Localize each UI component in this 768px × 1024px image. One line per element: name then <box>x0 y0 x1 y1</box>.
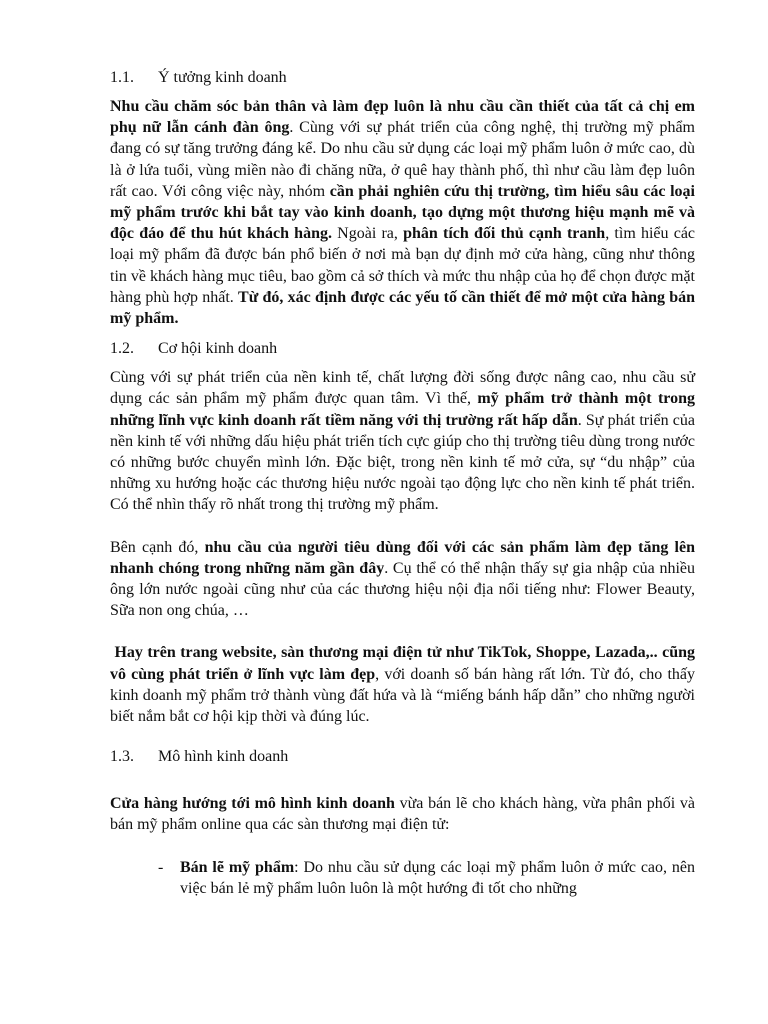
paragraph <box>110 537 695 622</box>
list-item-text <box>180 857 695 899</box>
text-run: , tìm hiểu các loại mỹ phẩm đã được bán phổ biến ở nơi mà bạn dự định mở cửa hàng, cũng như thông tin về khách hàng mục tiêu, bao gồm cả sở thích và mức thu nhập của họ để chọn được mặt hàng phù hợp nhất. <box>110 225 696 306</box>
section-heading-1-2 <box>110 337 695 361</box>
list-bullet: - <box>158 858 164 876</box>
section-number: 1.2. <box>110 340 134 358</box>
spacer <box>110 516 695 537</box>
text-run: Ngoài ra, <box>331 225 404 243</box>
text-run-bold: Từ đó, xác định được các yếu tố cần thiết để mở một cửa hàng bán mỹ phẩm. <box>110 288 696 328</box>
text-run: , với doanh số bán hàng rất lớn. Từ đó, cho thấy kinh doanh mỹ phẩm trở thành vùng đất hứa và là “miếng bánh hấp dẫn” cho những người biết nắm bắt cơ hội kịp thời và đúng lúc. <box>110 665 695 726</box>
text-run: vừa bán lẽ cho khách hàng, vừa phân phối và bán mỹ phẩm online qua các sàn thương mại điện tử: <box>110 795 696 834</box>
text-run-bold: phân tích đối thủ cạnh tranh <box>403 225 606 243</box>
text-run: . Cùng với sự phát triển của công nghệ, thị trường mỹ phẩm đang có sự tăng trưởng đáng kể. Do nhu cầu sử dụng các loại mỹ phẩm luôn ở mức cao, dù là ở lứa tuổi, vùng miền nào đi chăng nữa, ở quê hay thành phố, thì như cầu làm đẹp luôn rất cao. Với công việc này, nhóm <box>110 119 695 200</box>
paragraph <box>110 793 695 835</box>
paragraph <box>110 96 695 329</box>
document-content <box>110 66 700 899</box>
spacer <box>110 621 695 642</box>
paragraph <box>110 642 700 727</box>
section-heading-1-3 <box>110 745 695 769</box>
list-item <box>158 857 695 899</box>
text-run: : Do nhu cầu sử dụng các loại mỹ phẩm luôn ở mức cao, nên việc bán lẻ mỹ phẩm luôn luôn là một hướng đi tốt cho những <box>180 858 695 897</box>
section-title: Mô hình kinh doanh <box>158 748 289 766</box>
text-run-bold: Cửa hàng hướng tới mô hình kinh doanh <box>110 795 395 813</box>
text-run: . Sự phát triển của nền kinh tế với những dấu hiệu phát triển tích cực giúp cho thị trường tiêu dùng trong nước có những bước chuyển mình lớn. Đặc biệt, trong nền kinh tế mở cửa, sự “du nhập” của những xu hướng hoặc các thương hiệu nước ngoài tạo động lực cho nền kinh tế phát triển. Có thể nhìn thấy rõ nhất trong thị trường mỹ phẩm. <box>110 411 696 514</box>
spacer <box>110 329 695 337</box>
section-title: Cơ hội kinh doanh <box>158 340 278 358</box>
section-title: Ý tưởng kinh doanh <box>158 69 287 86</box>
text-run-bold: cần phải nghiên cứu thị trường, tìm hiểu sâu các loại mỹ phẩm trước khi bắt tay vào kinh doanh, tạo dựng một thương hiệu mạnh mẽ và độc đáo để thu hút khách hàng. <box>110 182 695 243</box>
section-number: 1.1. <box>110 69 134 86</box>
spacer <box>110 775 695 793</box>
section-heading-1-1 <box>110 66 695 90</box>
section-number: 1.3. <box>110 748 134 766</box>
text-run-bold: nhu cầu của người tiêu dùng đối với các sản phẩm làm đẹp tăng lên nhanh chóng trong những năm gần đây <box>110 538 695 577</box>
paragraph <box>110 367 695 515</box>
text-run-bold: Bán lẽ mỹ phẩm <box>180 858 295 876</box>
text-run-bold: Hay trên trang website, sàn thương mại điện tử như TikTok, Shoppe, Lazada,.. cũng vô cùng phát triển ở lĩnh vực làm đẹp <box>110 644 700 683</box>
text-run-bold: mỹ phẩm trở thành một trong những lĩnh vực kinh doanh rất tiềm năng với thị trường rất hấp dẫn <box>110 390 695 429</box>
text-run-bold: Nhu cầu chăm sóc bản thân và làm đẹp luôn là nhu cầu cần thiết của tất cả chị em phụ nữ lẫn cánh đàn ông <box>110 98 695 137</box>
text-run: Cùng với sự phát triển của nền kinh tế, chất lượng đời sống được nâng cao, nhu cầu sử dụng các sản phẩm mỹ phẩm được quan tâm. Vì thế, <box>110 369 695 408</box>
spacer <box>110 836 695 857</box>
spacer <box>110 727 695 745</box>
text-run: Bên cạnh đó, <box>110 538 205 556</box>
text-run: . Cụ thể có thể nhận thấy sự gia nhập của nhiều ông lớn nước ngoài cũng như của các thương hiệu nội địa nổi tiếng như: Flower Beauty, Sữa non ong chúa, … <box>110 559 695 620</box>
